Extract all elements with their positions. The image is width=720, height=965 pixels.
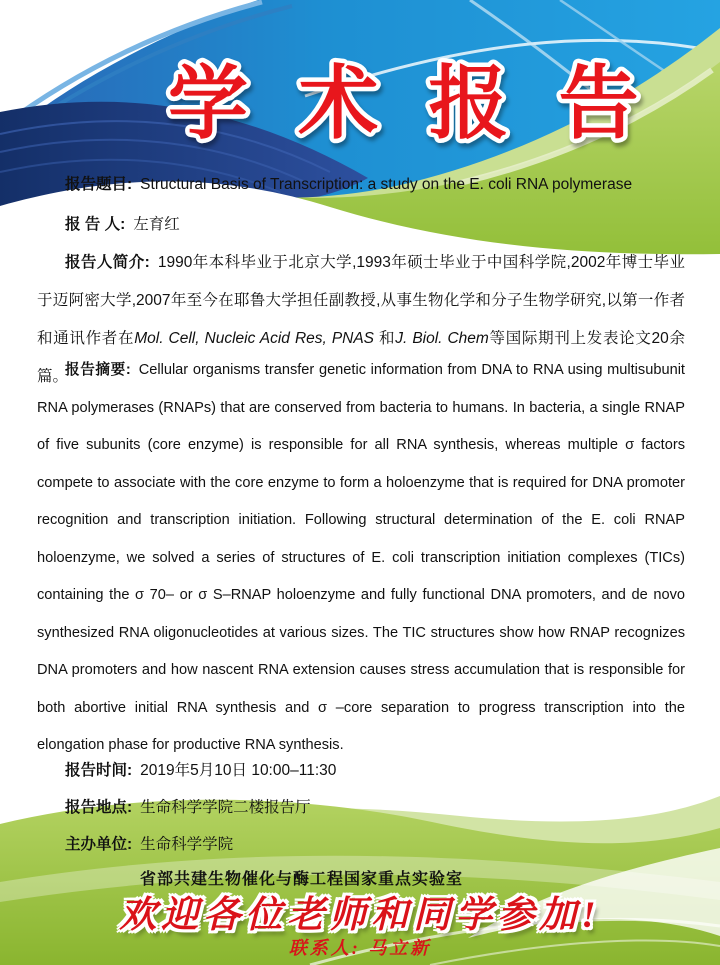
time-value: 2019年5月10日 10:00–11:30	[140, 762, 337, 779]
abstract-text: Cellular organisms transfer genetic information from DNA to RNA using multisubunit RNA polymerases (RNAPs) that are conserved from bacteria to humans. In bacteria, a single RNAP of five subunits (core enzyme) is responsible for all RNA synthesis, whereas multiple σ factors compete to associate with the core enzyme to form a holoenzyme that is required for DNA promoter recognition and transcription initiation. Following structural determination of the E. coli RNAP holoenzyme, we solved a series of structures of E. coli transcription initiation complexes (TICs) containing the σ 70– or σ S–RNAP holoenzyme and fully functional DNA promoters, and de novo synthesized RNA oligonucleotides at various sizes. The TIC structures show how RNAP recognizes DNA promoters and how nascent RNA extension causes stress accumulation that is responsible for both abortive initial RNA synthesis and σ –core separation to progress transcription into the elongation phase for productive RNA synthesis.	[37, 362, 685, 753]
place-row	[65, 797, 684, 818]
lab-name: 省部共建生物催化与酶工程国家重点实验室	[140, 871, 464, 888]
speaker-bio-text: 1990年本科毕业于北京大学,1993年硕士毕业于中国科学院,2002年博士毕业于迈阿密大学,2007年至今在耶鲁大学担任副教授,从事生物化学和分子生物学研究,以第一作者和通讯作者在Mol. Cell, Nucleic Acid Res, PNAS 和J. Biol. Chem等国际期刊上发表论文20余篇。	[37, 254, 685, 385]
banner-title: 学 术 报 告	[168, 59, 653, 148]
welcome-message: 欢迎各位老师和同学参加!	[119, 895, 601, 936]
time-label: 报告时间:	[65, 762, 133, 779]
place-value: 生命科学学院二楼报告厅	[140, 799, 311, 816]
host-label: 主办单位:	[65, 836, 133, 853]
place-label: 报告地点:	[65, 799, 133, 816]
report-title-row	[65, 174, 684, 195]
report-title-label: 报告题目:	[65, 176, 133, 193]
speaker-label: 报 告 人:	[65, 216, 126, 233]
abstract-paragraph	[37, 352, 685, 765]
report-title-value: Structural Basis of Transcription: a study on the E. coli RNA polymerase	[140, 176, 633, 193]
contact-value: 马立新	[368, 938, 432, 958]
speaker-bio-label: 报告人简介:	[65, 254, 150, 271]
speaker-value: 左育红	[133, 216, 180, 233]
abstract-label: 报告摘要:	[65, 362, 131, 378]
contact-label: 联系人:	[288, 938, 361, 958]
time-row	[65, 760, 684, 781]
speaker-row	[65, 214, 684, 235]
contact-line	[0, 934, 720, 960]
host-row	[65, 834, 684, 855]
host-value: 生命科学学院	[140, 836, 234, 853]
